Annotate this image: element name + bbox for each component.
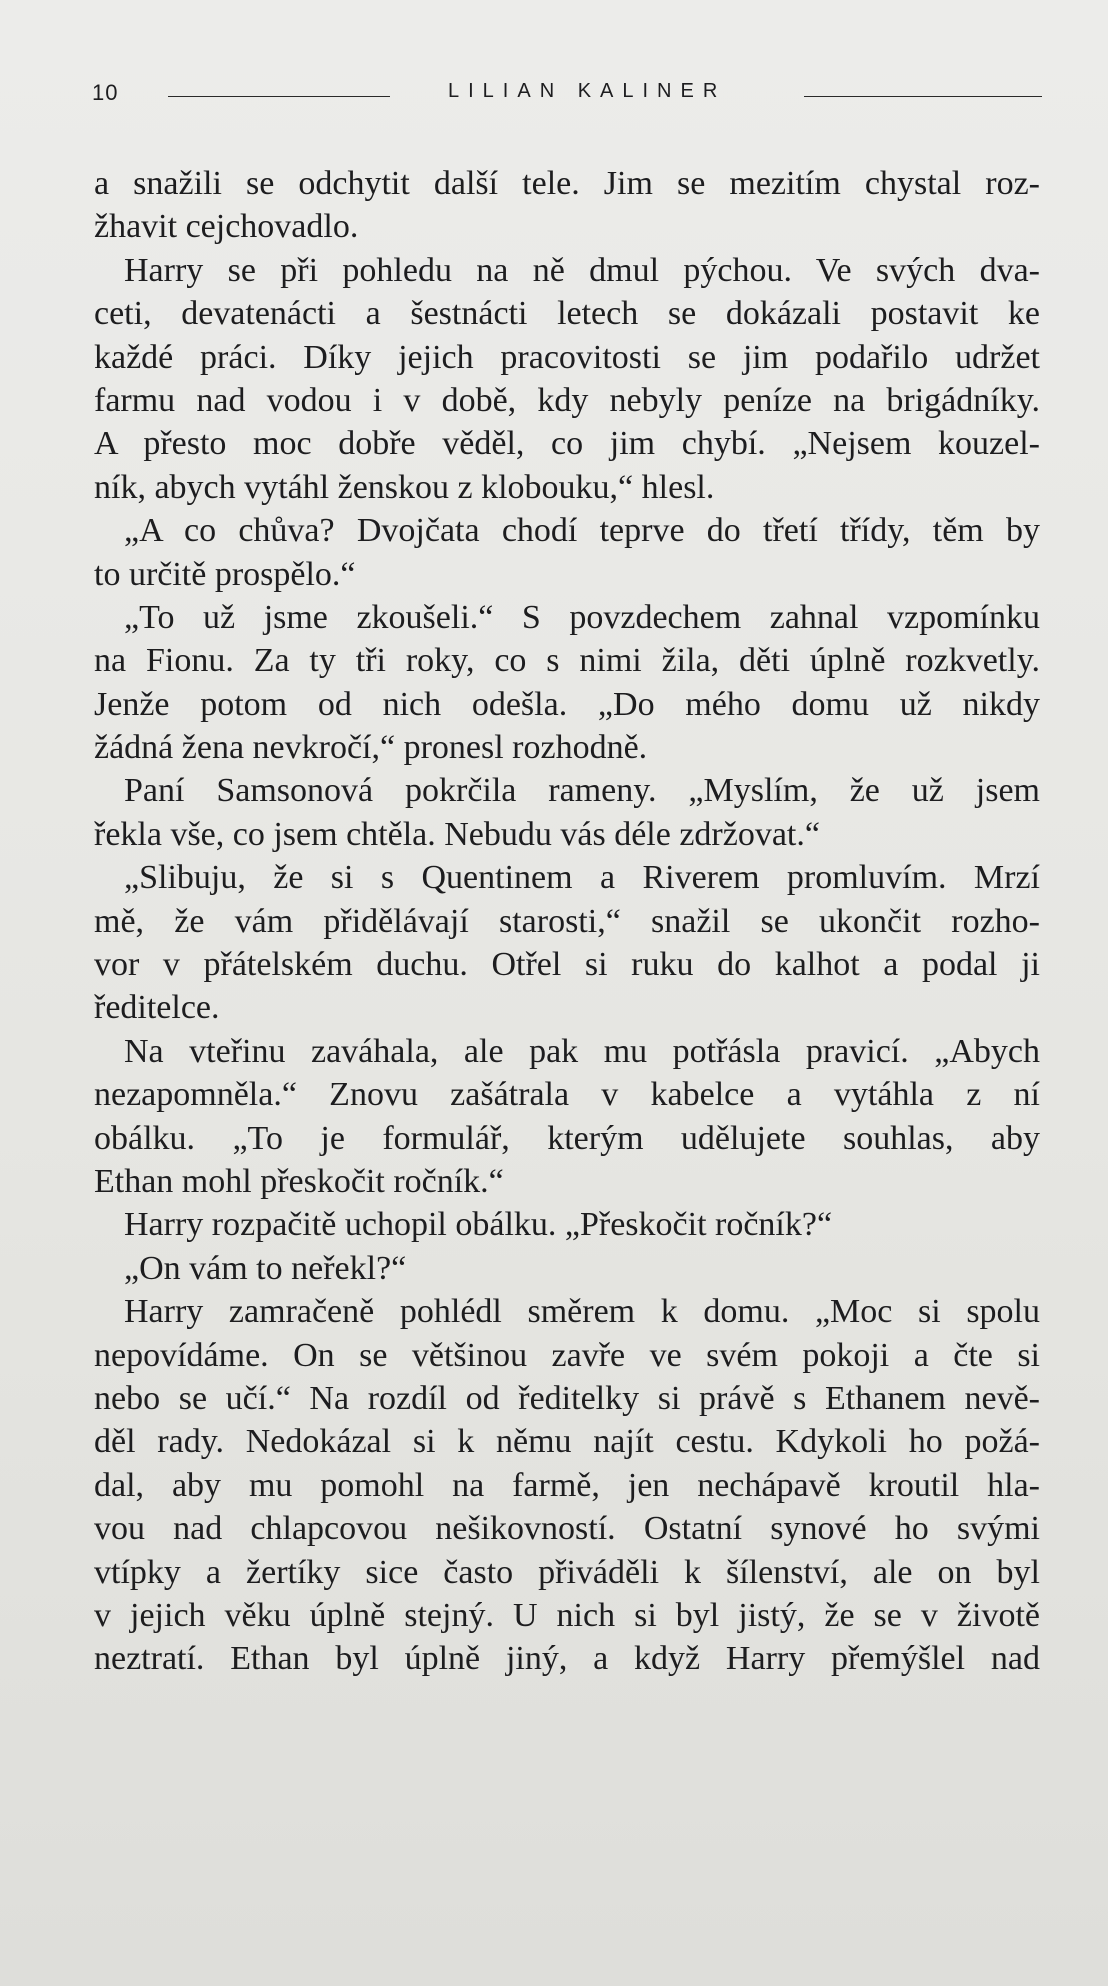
text-line: „A co chůva? Dvojčata chodí teprve do třetí třídy, těm by	[124, 512, 1040, 550]
text-line: žhavit cejchovadlo.	[94, 208, 359, 246]
text-line: řekla vše, co jsem chtěla. Nebudu vás déle zdržovat.“	[94, 815, 820, 853]
page-number: 10	[92, 80, 119, 105]
text-line: Paní Samsonová pokrčila rameny. „Myslím, že už jsem	[124, 772, 1040, 810]
running-head	[92, 76, 1042, 116]
header-rule-right	[804, 96, 1042, 97]
text-line: farmu nad vodou i v době, kdy nebyly peníze na brigádníky.	[94, 381, 1040, 419]
text-line: děl rady. Nedokázal si k němu najít cestu. Kdykoli ho požá-	[94, 1423, 1040, 1461]
text-line: A přesto moc dobře věděl, co jim chybí. „Nejsem kouzel-	[94, 425, 1040, 463]
text-line: nezapomněla.“ Znovu zašátrala v kabelce a vytáhla z ní	[94, 1076, 1040, 1114]
text-line: každé práci. Díky jejich pracovitosti se jim podařilo udržet	[94, 338, 1040, 376]
text-line: „Slibuju, že si s Quentinem a Riverem promluvím. Mrzí	[124, 859, 1040, 897]
text-line: ceti, devatenácti a šestnácti letech se dokázali postavit ke	[94, 295, 1040, 333]
text-line: „On vám to neřekl?“	[124, 1249, 407, 1287]
text-line: v jejich věku úplně stejný. U nich si byl jistý, že se v životě	[94, 1596, 1040, 1634]
text-line: vtípky a žertíky sice často přiváděli k šílenství, ale on byl	[94, 1553, 1040, 1591]
text-line: ředitelce.	[94, 989, 220, 1027]
text-line: Harry se při pohledu na ně dmul pýchou. Ve svých dva-	[124, 251, 1040, 289]
text-line: Harry rozpačitě uchopil obálku. „Přeskočit ročník?“	[124, 1206, 833, 1244]
text-line: žádná žena nevkročí,“ pronesl rozhodně.	[94, 729, 648, 767]
text-line: nebo se učí.“ Na rozdíl od ředitelky si právě s Ethanem nevě-	[94, 1379, 1040, 1417]
text-line: obálku. „To je formulář, kterým udělujete souhlas, aby	[94, 1119, 1040, 1157]
text-line: Jenže potom od nich odešla. „Do mého domu už nikdy	[94, 685, 1040, 723]
text-line: to určitě prospělo.“	[94, 555, 356, 593]
text-line: vou nad chlapcovou nešikovností. Ostatní synové ho svými	[94, 1510, 1040, 1548]
body-text	[94, 162, 1040, 1681]
text-line: vor v přátelském duchu. Otřel si ruku do kalhot a podal ji	[94, 946, 1040, 984]
text-line: na Fionu. Za ty tři roky, co s nimi žila, děti úplně rozkvetly.	[94, 642, 1040, 680]
text-line: dal, aby mu pomohl na farmě, jen nechápavě kroutil hla-	[94, 1466, 1040, 1504]
text-line: Ethan mohl přeskočit ročník.“	[94, 1162, 504, 1200]
text-line: Na vteřinu zaváhala, ale pak mu potřásla pravicí. „Abych	[124, 1032, 1040, 1070]
text-line: a snažili se odchytit další tele. Jim se mezitím chystal roz-	[94, 165, 1040, 202]
text-line: neztratí. Ethan byl úplně jiný, a když Harry přemýšlel nad	[94, 1640, 1040, 1678]
text-line: mě, že vám přidělávají starosti,“ snažil se ukončit rozho-	[94, 902, 1040, 940]
text-line: Harry zamračeně pohlédl směrem k domu. „Moc si spolu	[124, 1293, 1040, 1331]
header-rule-left	[168, 96, 390, 97]
text-line: „To už jsme zkoušeli.“ S povzdechem zahnal vzpomínku	[124, 598, 1040, 636]
text-line: ník, abych vytáhl ženskou z klobouku,“ hlesl.	[94, 468, 715, 506]
author-name: LILIAN KALINER	[448, 80, 727, 102]
text-line: nepovídáme. On se většinou zavře ve svém pokoji a čte si	[94, 1336, 1040, 1374]
